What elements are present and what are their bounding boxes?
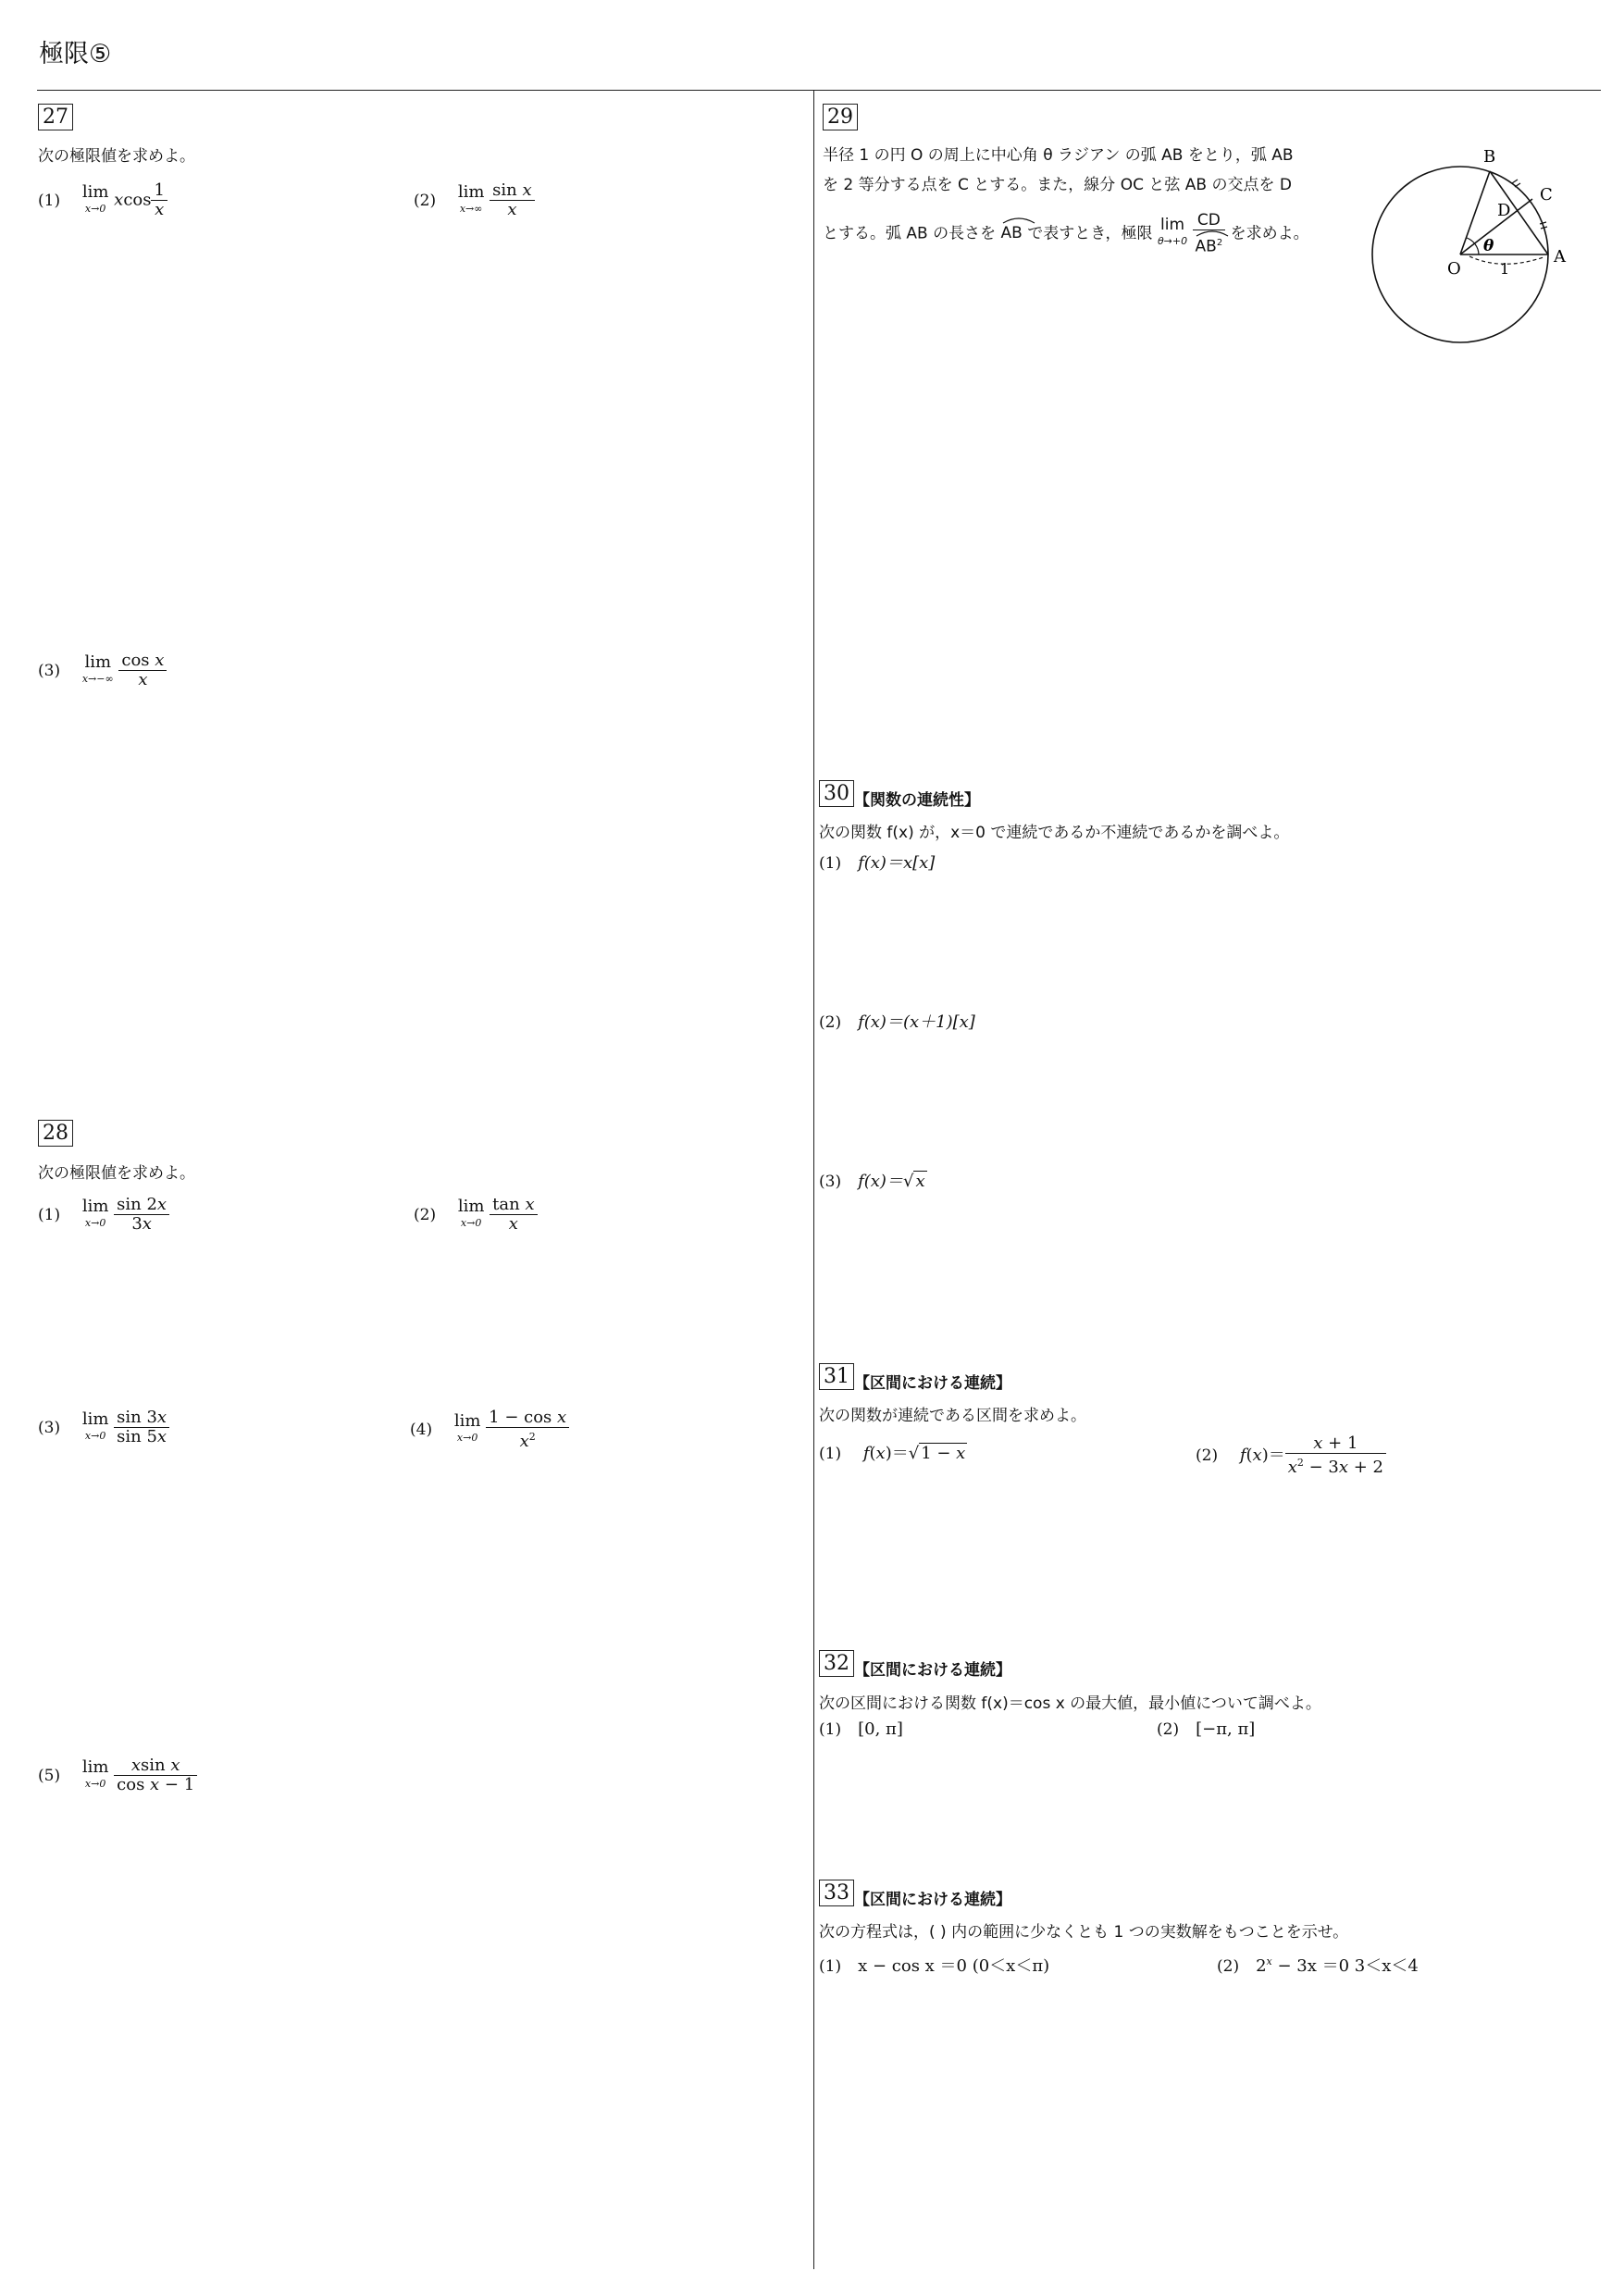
item-label: (1)	[819, 1957, 842, 1976]
fraction: $\frac{1}{x}$	[151, 181, 167, 219]
arc-ab: AB	[1001, 218, 1023, 242]
problem-32-1	[819, 1719, 903, 1739]
item-label: (2)	[1196, 1446, 1219, 1465]
lim-operator: lim x→0	[81, 1196, 109, 1229]
item-label: (2)	[1217, 1957, 1240, 1976]
problem-27-3	[38, 652, 167, 689]
fraction: $\frac{\text{1 − cos x}}{x^2}$	[486, 1409, 569, 1451]
item-label: (1)	[819, 1720, 842, 1739]
problem-number-32: 32	[819, 1650, 854, 1677]
p29-line1: 半径 1 の円 O の周上に中心角 θ ラジアン の弧 AB をとり，弧 AB	[823, 146, 1294, 165]
problem-number-29: 29	[823, 104, 858, 130]
instruction-28: 次の極限値を求めよ。	[38, 1164, 195, 1183]
label-one: 1	[1500, 260, 1510, 278]
fraction: $\frac{x + 1}{x^2 - 3x + 2}$	[1285, 1434, 1386, 1477]
problem-30-3: (3) f(x)＝√ x	[819, 1172, 925, 1191]
p29-line2: を 2 等分する点を C とする。また，線分 OC と弦 AB の交点を D	[823, 176, 1292, 194]
problem-number-31: 31	[819, 1363, 854, 1390]
heading-33: 【区間における連続】	[854, 1891, 1011, 1909]
item-label: (1)	[38, 191, 61, 210]
lim-operator: lim x→0	[81, 1409, 109, 1442]
fraction: $\frac{\text{xsin x}}{\text{cos x − 1}}$	[114, 1756, 197, 1794]
problem-27-1: (1) lim x→0 xcos $\frac{1}{x}$	[38, 181, 167, 219]
expression: [0, π]	[858, 1719, 903, 1739]
heading-32: 【区間における連続】	[854, 1661, 1011, 1680]
problem-33-1	[819, 1953, 1049, 1977]
fraction: $\frac{\text{sin x}}{x}$	[490, 181, 534, 219]
problem-28-3	[38, 1409, 169, 1446]
lim-operator: lim x→0	[457, 1196, 485, 1229]
problem-30-2	[819, 1009, 975, 1033]
expression: 3x ＝0 3＜x＜4	[1296, 1956, 1419, 1976]
instruction-31: 次の関数が連続である区間を求めよ。	[819, 1407, 1086, 1425]
item-label: (1)	[38, 1205, 61, 1224]
item-label: (2)	[414, 191, 437, 210]
item-label: (2)	[1157, 1720, 1180, 1739]
problem-28-2	[414, 1196, 538, 1234]
problem-number-33: 33	[819, 1880, 854, 1906]
p29-line3	[823, 211, 1309, 256]
lim-operator: lim x→∞	[457, 181, 485, 215]
problem-number-27: 27	[38, 104, 73, 130]
lim-operator: lim θ→+0	[1157, 216, 1188, 248]
expression: f(x)＝x[x]	[858, 853, 936, 873]
header-divider	[37, 90, 1601, 91]
fraction: $\frac{\sin 3x}{\sin 5x}$	[114, 1409, 169, 1446]
label-c: C	[1540, 185, 1553, 205]
item-label: (5)	[38, 1766, 61, 1785]
problem-32-2	[1157, 1719, 1255, 1739]
item-label: (2)	[819, 1013, 842, 1032]
tick-mark	[1515, 183, 1520, 187]
item-label: (2)	[414, 1205, 437, 1224]
expression: f(x)＝	[858, 1172, 903, 1191]
label-d: D	[1497, 201, 1511, 220]
segment-oc	[1460, 199, 1532, 254]
fraction: $\frac{\text{cos x}}{x}$	[118, 652, 167, 689]
item-label: (4)	[410, 1421, 433, 1439]
instruction-30: 次の関数 f(x) が，x＝0 で連続であるか不連続であるかを調べよ。	[819, 824, 1290, 842]
problem-27-2	[414, 181, 535, 219]
item-label: (3)	[819, 1173, 842, 1191]
problem-number-28: 28	[38, 1120, 73, 1147]
item-label: (1)	[819, 854, 842, 873]
item-label: (3)	[38, 661, 61, 680]
label-a: A	[1554, 247, 1566, 267]
fraction: $\frac{CD}{AB^2}$	[1193, 211, 1226, 256]
label-theta: θ	[1483, 237, 1494, 255]
item-label: (3)	[38, 1418, 61, 1437]
problem-31-1: (1) f(x)＝√ 1 − x	[819, 1444, 966, 1463]
instruction-32: 次の区間における関数 f(x)＝cos x の最大値，最小値について調べよ。	[819, 1694, 1321, 1713]
problem-28-4	[410, 1409, 569, 1451]
item-label: (1)	[819, 1445, 842, 1463]
page-title: 極限⑤	[39, 40, 112, 68]
label-b: B	[1483, 147, 1496, 167]
fraction: $\frac{\text{tan x}}{x}$	[490, 1196, 537, 1234]
expression: f(x)＝(x＋1)[x]	[858, 1012, 975, 1032]
problem-28-1	[38, 1196, 169, 1234]
expression: x − cos x ＝0 (0＜x＜π)	[858, 1956, 1050, 1976]
circle-figure	[1368, 139, 1599, 352]
problem-31-2: (2) f(x)＝ $\frac{x + 1}{x^2 - 3x + 2}$	[1196, 1434, 1386, 1477]
instruction-33: 次の方程式は，( ) 内の範囲に少なくとも 1 つの実数解をもつことを示せ。	[819, 1923, 1349, 1942]
problem-30-1	[819, 850, 935, 874]
lim-operator: lim x→0	[81, 181, 109, 215]
column-divider	[813, 90, 814, 2269]
heading-30: 【関数の連続性】	[854, 791, 980, 810]
lim-operator: lim x→0	[81, 1756, 109, 1790]
problem-33-2: (2) $2^x - 3x =0$ 3＜x＜4	[1217, 1955, 1419, 1976]
p29-line3-part2: で表すとき，極限	[1027, 224, 1153, 243]
problem-28-5	[38, 1756, 197, 1794]
lim-operator: lim x→0	[453, 1411, 481, 1444]
p29-line3-part1: とする。弧 AB の長さを	[823, 224, 997, 243]
tick-mark	[1512, 180, 1518, 183]
lim-operator: lim x→−∞	[81, 652, 114, 685]
instruction-27: 次の極限値を求めよ。	[38, 147, 195, 166]
problem-number-30: 30	[819, 780, 854, 807]
heading-31: 【区間における連続】	[854, 1374, 1011, 1393]
p29-line3-part3: を求めよ。	[1230, 224, 1309, 243]
expression: [−π, π]	[1196, 1719, 1256, 1739]
angle-arc	[1467, 238, 1479, 254]
label-o: O	[1447, 259, 1461, 279]
fraction: $\frac{\sin 2x}{3x}$	[114, 1196, 169, 1234]
